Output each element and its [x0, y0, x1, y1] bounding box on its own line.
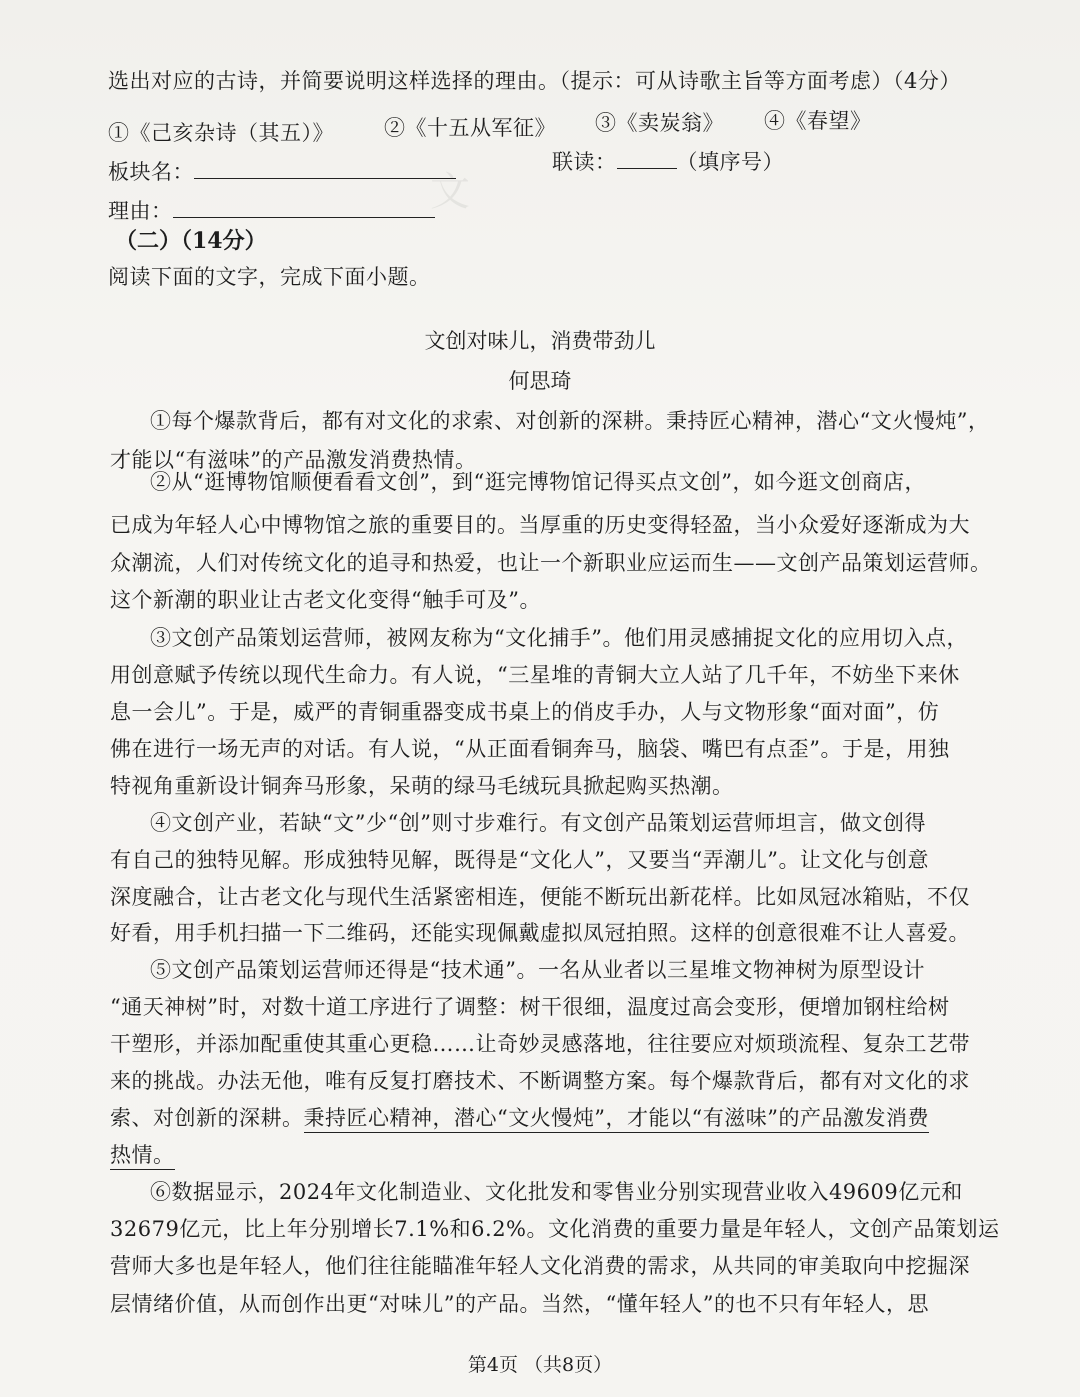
article-line: 层情绪价值，从而创作出更“对味儿”的产品。当然，“懂年轻人”的也不只有年轻人，思 [110, 1292, 929, 1316]
bleed-through-text: 文 [430, 169, 470, 215]
article-line: ③文创产品策划运营师，被网友称为“文化捕手”。他们用灵感捕捉文化的应用切入点， [150, 626, 968, 650]
option-3: ③《卖炭翁》 [595, 111, 724, 135]
article-line: “通天神树”时，对数十道工序进行了调整：树干很细，温度过高会变形，便增加钢柱给树 [110, 995, 950, 1019]
page-number: 第4页 （共8页） [467, 1354, 613, 1376]
article-line: 息一会儿”。于是，威严的青铜重器变成书桌上的俏皮手办，人与文物形象“面对面”，仿 [110, 700, 940, 724]
link-read-row [552, 147, 784, 177]
option-4: ④《春望》 [764, 109, 872, 133]
article-line: 特视角重新设计铜奔马形象，呆萌的绿马毛绒玩具掀起购买热潮。 [110, 774, 734, 798]
article-line: 众潮流，人们对传统文化的追寻和热爱，也让一个新职业应运而生——文创产品策划运营师。 [110, 551, 992, 575]
section-heading: （二）（14分） [115, 228, 267, 254]
article-line: ⑤文创产品策划运营师还得是“技术通”。一名从业者以三星堆文物神树为原型设计 [150, 958, 925, 982]
article-line: ④文创产业，若缺“文”少“创”则寸步难行。有文创产品策划运营师坦言，做文创得 [150, 811, 926, 835]
article-line: 有自己的独特见解。形成独特见解，既得是“文化人”，又要当“弄潮儿”。让文化与创意 [110, 848, 929, 872]
article-line: 干塑形，并添加配重使其重心更稳……让奇妙灵感落地，往往要应对烦琐流程、复杂工艺带 [110, 1032, 970, 1056]
article-line: 索、对创新的深耕。 [110, 1106, 304, 1130]
article-line: 营师大多也是年轻人，他们往往能瞄准年轻人文化消费的需求，从共同的审美取向中挖掘深 [110, 1254, 970, 1278]
question-instruction: 选出对应的古诗，并简要说明这样选择的理由。（提示：可从诗歌主旨等方面考虑）（4分） [108, 69, 961, 93]
article-line: ②从“逛博物馆顺便看看文创”，到“逛完博物馆记得买点文创”，如今逛文创商店， [150, 470, 926, 494]
reason-blank[interactable] [173, 197, 435, 218]
block-name-label: 板块名： [108, 160, 194, 184]
section-intro: 阅读下面的文字，完成下面小题。 [108, 265, 431, 289]
article-line: 才能以“有滋味”的产品激发消费热情。 [110, 448, 477, 472]
article-author: 何思琦 [508, 369, 572, 393]
article-line: 深度融合，让古老文化与现代生活紧密相连，便能不断玩出新花样。比如凤冠冰箱贴，不仅 [110, 885, 970, 909]
option-1: ①《己亥杂诗（其五）》 [108, 121, 334, 145]
link-read-hint: （填序号） [676, 150, 784, 174]
article-line: 佛在进行一场无声的对话。有人说，“从正面看铜奔马，脑袋、嘴巴有点歪”。于是，用独 [110, 737, 950, 761]
article-line: 好看，用手机扫描一下二维码，还能实现佩戴虚拟凤冠拍照。这样的创意很难不让人喜爱。 [110, 921, 970, 945]
article-line-mixed [110, 1103, 929, 1133]
article-line [110, 1140, 175, 1170]
underlined-sentence-end: 热情。 [110, 1143, 175, 1170]
block-name-blank[interactable] [194, 158, 456, 179]
article-line: ①每个爆款背后，都有对文化的求索、对创新的深耕。秉持匠心精神，潜心“文火慢炖”， [150, 409, 990, 433]
link-read-label: 联读： [552, 150, 617, 174]
article-line: 32679亿元，比上年分别增长7.1%和6.2%。文化消费的重要力量是年轻人，文创产品策划运 [110, 1217, 1000, 1241]
article-title: 文创对味儿，消费带劲儿 [424, 329, 656, 353]
underlined-sentence: 秉持匠心精神，潜心“文火慢炖”，才能以“有滋味”的产品激发消费 [304, 1106, 929, 1133]
article-line: 已成为年轻人心中博物馆之旅的重要目的。当厚重的历史变得轻盈，当小众爱好逐渐成为大 [110, 513, 970, 537]
article-line: 用创意赋予传统以现代生命力。有人说，“三星堆的青铜大立人站了几千年，不妨坐下来休 [110, 663, 960, 687]
reason-label: 理由： [108, 199, 173, 223]
link-read-blank[interactable] [617, 148, 677, 169]
option-2: ②《十五从军征》 [384, 116, 556, 140]
reason-row [108, 196, 435, 226]
article-line: 这个新潮的职业让古老文化变得“触手可及”。 [110, 588, 541, 612]
block-name-row [108, 157, 456, 187]
article-line: ⑥数据显示，2024年文化制造业、文化批发和零售业分别实现营业收入49609亿元和 [150, 1180, 963, 1204]
article-line: 来的挑战。办法无他，唯有反复打磨技术、不断调整方案。每个爆款背后，都有对文化的求 [110, 1069, 970, 1093]
